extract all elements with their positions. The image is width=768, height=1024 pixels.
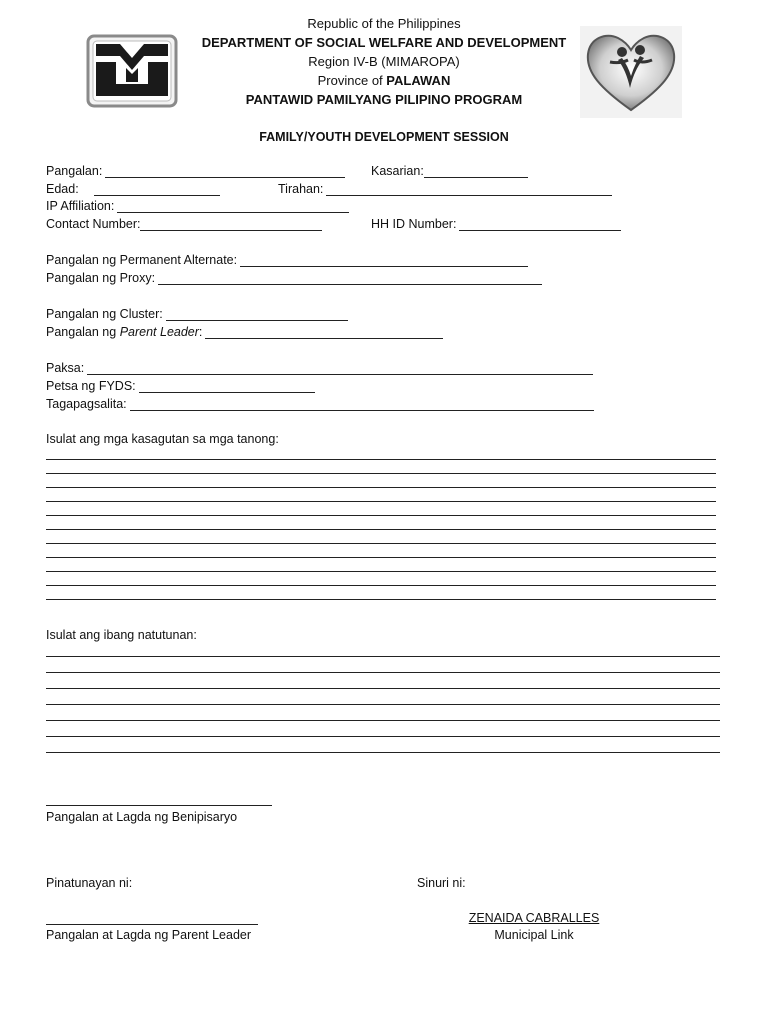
learning-line[interactable] (46, 736, 720, 737)
edad-label: Edad: (46, 182, 79, 196)
hh-id-line[interactable] (459, 218, 621, 231)
verified-by-label: Pinatunayan ni: (46, 876, 133, 890)
answer-line[interactable] (46, 459, 716, 460)
petsa-line[interactable] (139, 380, 315, 393)
learning-line[interactable] (46, 704, 720, 705)
tagapagsalita-field[interactable] (46, 397, 594, 411)
contact-number-label: Contact Number: (46, 217, 141, 231)
paksa-label: Paksa: (46, 361, 85, 375)
parent-leader-line[interactable] (205, 326, 443, 339)
answer-line[interactable] (46, 473, 716, 474)
reviewer-name: ZENAIDA CABRALLES (468, 911, 600, 925)
ip-affiliation-field[interactable] (46, 199, 349, 213)
permanent-alternate-line[interactable] (240, 254, 528, 267)
permanent-alternate-field[interactable] (46, 253, 528, 267)
beneficiary-signature-label: Pangalan at Lagda ng Benipisaryo (46, 810, 238, 824)
answer-line[interactable] (46, 585, 716, 586)
cluster-line[interactable] (166, 308, 348, 321)
answer-line[interactable] (46, 571, 716, 572)
contact-number-line[interactable] (140, 218, 322, 231)
kasarian-label: Kasarian: (371, 164, 424, 178)
tirahan-line[interactable] (326, 183, 612, 196)
parent-leader-suffix: : (198, 325, 203, 339)
ip-affiliation-line[interactable] (117, 200, 349, 213)
edad-line[interactable] (94, 183, 220, 196)
proxy-label: Pangalan ng Proxy: (46, 271, 156, 285)
department-line: DEPARTMENT OF SOCIAL WELFARE AND DEVELOPMENT (201, 35, 567, 50)
paksa-field[interactable] (46, 361, 593, 375)
answer-line[interactable] (46, 557, 716, 558)
proxy-line[interactable] (158, 272, 542, 285)
ip-affiliation-label: IP Affiliation: (46, 199, 115, 213)
permanent-alternate-label: Pangalan ng Permanent Alternate: (46, 253, 238, 267)
answer-line[interactable] (46, 529, 716, 530)
pangalan-label: Pangalan: (46, 164, 103, 178)
parent-leader-signature-label: Pangalan at Lagda ng Parent Leader (46, 928, 252, 942)
tagapagsalita-line[interactable] (130, 398, 594, 411)
questions-title: Isulat ang mga kasagutan sa mga tanong: (46, 432, 279, 446)
program-line: PANTAWID PAMILYANG PILIPINO PROGRAM (245, 92, 523, 107)
tirahan-label: Tirahan: (278, 182, 324, 196)
learning-line[interactable] (46, 720, 720, 721)
province-prefix: Province of (317, 73, 387, 88)
petsa-field[interactable] (46, 379, 315, 393)
tirahan-field[interactable] (278, 182, 612, 196)
parent-leader-prefix: Pangalan ng (46, 325, 120, 339)
learning-line[interactable] (46, 672, 720, 673)
reviewer-title: Municipal Link (494, 928, 574, 942)
parent-leader-label (46, 325, 202, 339)
cluster-label: Pangalan ng Cluster: (46, 307, 163, 321)
edad-field[interactable] (46, 182, 220, 196)
learning-line[interactable] (46, 688, 720, 689)
hh-id-label: HH ID Number: (371, 217, 457, 231)
parent-leader-italic: Parent Leader (119, 325, 199, 339)
tagapagsalita-label: Tagapagsalita: (46, 397, 127, 411)
learnings-title: Isulat ang ibang natutunan: (46, 628, 197, 642)
answer-line[interactable] (46, 515, 716, 516)
beneficiary-signature-line[interactable] (46, 805, 272, 806)
kasarian-line[interactable] (424, 165, 528, 178)
province-line (0, 71, 768, 90)
learning-line[interactable] (46, 656, 720, 657)
region-line: Region IV-B (MIMAROPA) (308, 54, 460, 69)
contact-number-field[interactable] (46, 217, 322, 231)
answer-line[interactable] (46, 543, 716, 544)
document-header (0, 14, 768, 109)
reviewed-by-label: Sinuri ni: (417, 876, 466, 890)
kasarian-field[interactable] (371, 164, 528, 178)
pangalan-field[interactable] (46, 164, 345, 178)
republic-line: Republic of the Philippines (307, 16, 461, 31)
paksa-line[interactable] (87, 362, 593, 375)
answer-line[interactable] (46, 487, 716, 488)
hh-id-field[interactable] (371, 217, 621, 231)
answer-line[interactable] (46, 501, 716, 502)
learning-line[interactable] (46, 752, 720, 753)
province-name: PALAWAN (386, 73, 451, 88)
answer-line[interactable] (46, 599, 716, 600)
proxy-field[interactable] (46, 271, 542, 285)
parent-leader-field[interactable] (46, 325, 443, 339)
petsa-label: Petsa ng FYDS: (46, 379, 136, 393)
pangalan-line[interactable] (105, 165, 345, 178)
form-title: FAMILY/YOUTH DEVELOPMENT SESSION (259, 130, 509, 144)
parent-leader-signature-line[interactable] (46, 924, 258, 925)
cluster-field[interactable] (46, 307, 348, 321)
